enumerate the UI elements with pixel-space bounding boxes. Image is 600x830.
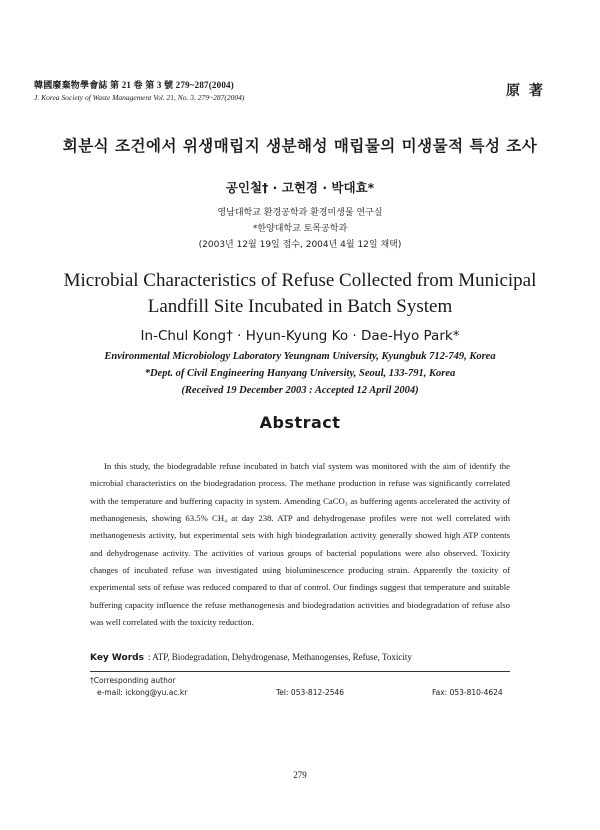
korean-authors: 공인철† · 고현경 · 박대효*: [225, 180, 375, 195]
article-type-label: 原 著: [506, 83, 545, 99]
corresponding-author-note: †Corresponding author: [90, 676, 176, 685]
korean-dates: (2003년 12월 19일 접수, 2004년 4월 12일 채택): [198, 240, 402, 250]
page-number: 279: [293, 770, 307, 780]
keywords-text: : ATP, Biodegradation, Dehydrogenase, Methanogenses, Refuse, Toxicity: [147, 652, 412, 662]
abstract-heading: Abstract: [259, 413, 341, 432]
abstract-body: In this study, the biodegradable refuse incubated in batch vial system was monitored with the aim of identify the microbial characteristics on the biodegradation process. The methane production in refuse was significantly correlated with the temperature and buffering capacity in system. Amending CaCO₃ as buffering agents accelerated the activity of methanogenesis, showing 63.5% CH₄ at day 238. ATP and dehydrogenase profiles were not well correlated with methanogenesis activity, but experimental sets with high biodegradation activity generally showed high ATP contents and dehydrogenase activity. The activities of various groups of bacterial populations were also observed. Toxicity changes of incubated refuse was investigated using bioluminescence producing strain. Apparently the toxicity of experimental sets of refuse was reduced compared to that of control. Our findings suggest that temperature and suitable buffering capacity influence the refuse methanogenesis and biodegradation activities and biodegradation of refuse also was well correlated with the toxicity reduction.: [90, 461, 510, 628]
english-dates: (Received 19 December 2003 : Accepted 12 April 2004): [181, 385, 419, 396]
corresponding-tel: Tel: 053-812-2546: [276, 688, 345, 697]
keywords-label: Key Words: [90, 653, 144, 663]
english-title-line-1: Microbial Characteristics of Refuse Collected from Municipal: [63, 270, 537, 291]
corresponding-email: e-mail: ickong@yu.ac.kr: [97, 688, 188, 697]
journal-header-english: J. Korea Society of Waste Management Vol. 21, No. 3, 279~287(2004): [34, 93, 245, 102]
corresponding-fax: Fax: 053-810-4624: [432, 688, 503, 697]
english-affiliation-1: Environmental Microbiology Laboratory Yeungnam University, Kyungbuk 712-749, Korea: [104, 351, 496, 362]
english-affiliation-2: *Dept. of Civil Engineering Hanyang University, Seoul, 133-791, Korea: [144, 368, 456, 379]
english-title-line-2: Landfill Site Incubated in Batch System: [147, 296, 453, 317]
footnote-divider: [90, 671, 510, 672]
english-authors: In-Chul Kong† · Hyun-Kyung Ko · Dae-Hyo Park*: [140, 328, 460, 344]
korean-affiliation-1: 영남대학교 환경공학과 환경미생물 연구실: [217, 208, 383, 218]
korean-title: 회분식 조건에서 위생매립지 생분해성 매립물의 미생물적 특성 조사: [62, 137, 538, 155]
journal-header-korean: 韓國廢棄物學會誌 第 21 卷 第 3 號 279~287(2004): [34, 80, 234, 90]
keywords-line: [90, 652, 530, 663]
korean-affiliation-2: *한양대학교 토목공학과: [252, 224, 348, 234]
